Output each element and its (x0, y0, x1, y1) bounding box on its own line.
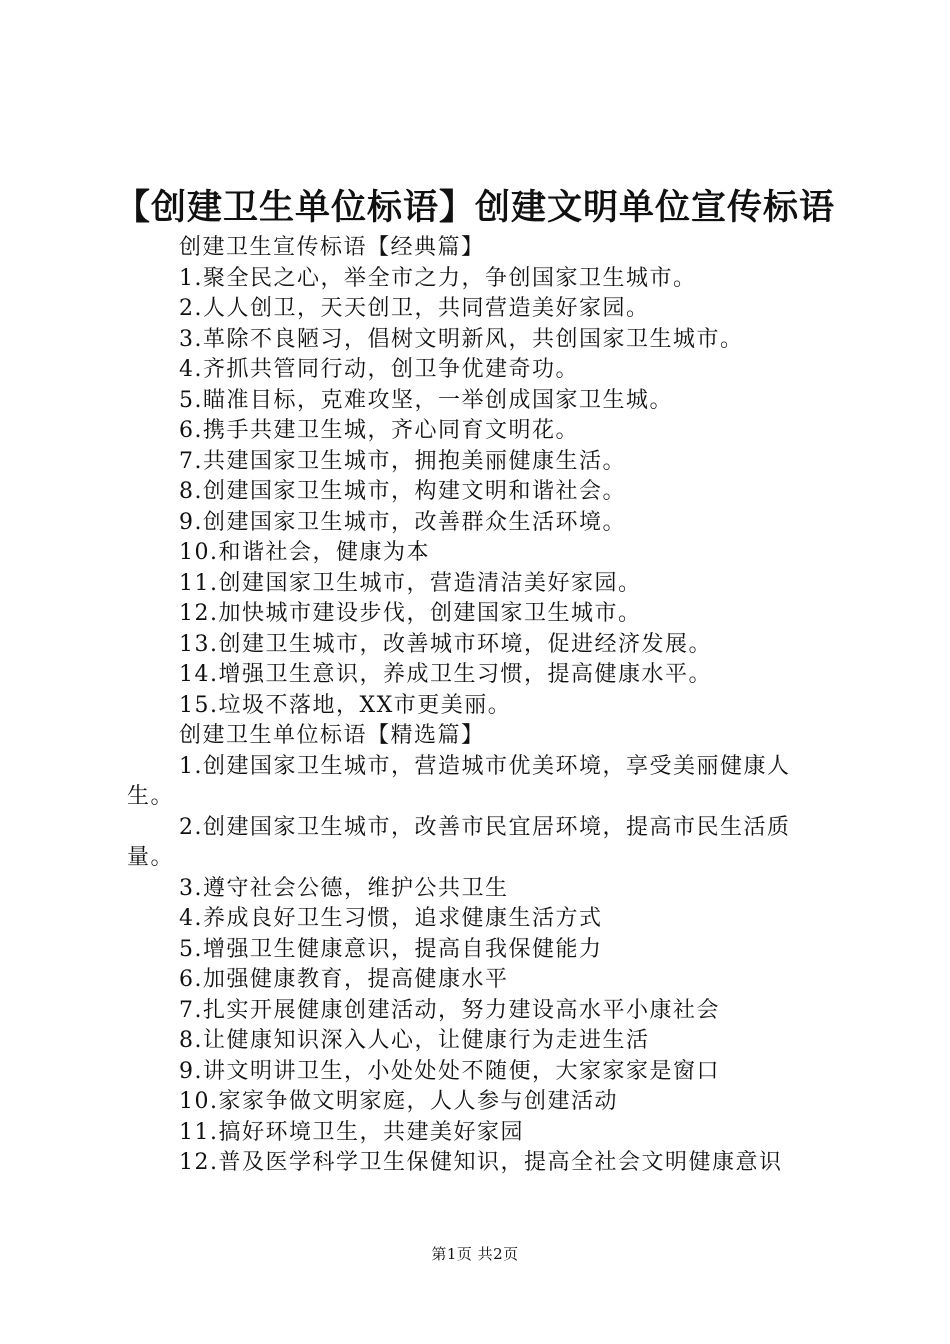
slogan-item: 11.创建国家卫生城市，营造清洁美好家园。 (179, 570, 642, 596)
page-footer: 第1页 共2页 (431, 1245, 519, 1263)
slogan-item: 6.携手共建卫生城，齐心同育文明花。 (179, 418, 579, 443)
slogan-item: 7.共建国家卫生城市，拥抱美丽健康生活。 (179, 448, 626, 474)
section-heading-selected: 创建卫生单位标语【精选篇】 (179, 723, 485, 748)
slogan-item: 8.创建国家卫生城市，构建文明和谐社会。 (179, 479, 626, 504)
slogan-item: 12.普及医学科学卫生保健知识，提高全社会文明健康意识 (179, 1150, 783, 1175)
slogan-item: 10.和谐社会，健康为本 (179, 540, 430, 565)
slogan-item: 14.增强卫生意识，养成卫生习惯，提高健康水平。 (179, 662, 712, 687)
slogan-item: 2.创建国家卫生城市，改善市民宜居环境，提高市民生活质量。 (127, 814, 791, 870)
slogan-item: 7.扎实开展健康创建活动，努力建设高水平小康社会 (179, 997, 720, 1023)
slogan-item: 3.革除不良陋习，倡树文明新风，共创国家卫生城市。 (179, 326, 744, 352)
slogan-item: 15.垃圾不落地，XX市更美丽。 (179, 692, 512, 718)
slogan-item: 3.遵守社会公德，维护公共卫生 (179, 875, 509, 901)
slogan-item: 12.加快城市建设步伐，创建国家卫生城市。 (179, 601, 642, 626)
section-heading-classic: 创建卫生宣传标语【经典篇】 (179, 235, 485, 260)
slogan-item: 1.创建国家卫生城市，营造城市优美环境，享受美丽健康人生。 (127, 753, 791, 809)
slogan-item: 2.人人创卫，天天创卫，共同营造美好家园。 (179, 296, 650, 321)
document-body (127, 233, 832, 1179)
slogan-item: 6.加强健康教育，提高健康水平 (179, 967, 509, 992)
slogan-item: 13.创建卫生城市，改善城市环境，促进经济发展。 (179, 631, 712, 657)
document-title: 【创建卫生单位标语】创建文明单位宣传标语 (114, 187, 835, 228)
slogan-item: 11.搞好环境卫生，共建美好家园 (179, 1119, 524, 1145)
slogan-item: 4.齐抓共管同行动，创卫争优建奇功。 (179, 357, 579, 382)
slogan-item: 10.家家争做文明家庭，人人参与创建活动 (179, 1089, 618, 1114)
slogan-item: 1.聚全民之心，举全市之力，争创国家卫生城市。 (179, 265, 697, 291)
slogan-item: 9.创建国家卫生城市，改善群众生活环境。 (179, 509, 626, 535)
slogan-item: 5.增强卫生健康意识，提高自我保健能力 (179, 936, 603, 962)
slogan-item: 9.讲文明讲卫生，小处处处不随便，大家家家是窗口 (179, 1058, 720, 1084)
slogan-item: 5.瞄准目标，克难攻坚，一举创成国家卫生城。 (179, 387, 673, 413)
slogan-item: 8.让健康知识深入人心，让健康行为走进生活 (179, 1028, 650, 1053)
slogan-item: 4.养成良好卫生习惯，追求健康生活方式 (179, 906, 603, 931)
